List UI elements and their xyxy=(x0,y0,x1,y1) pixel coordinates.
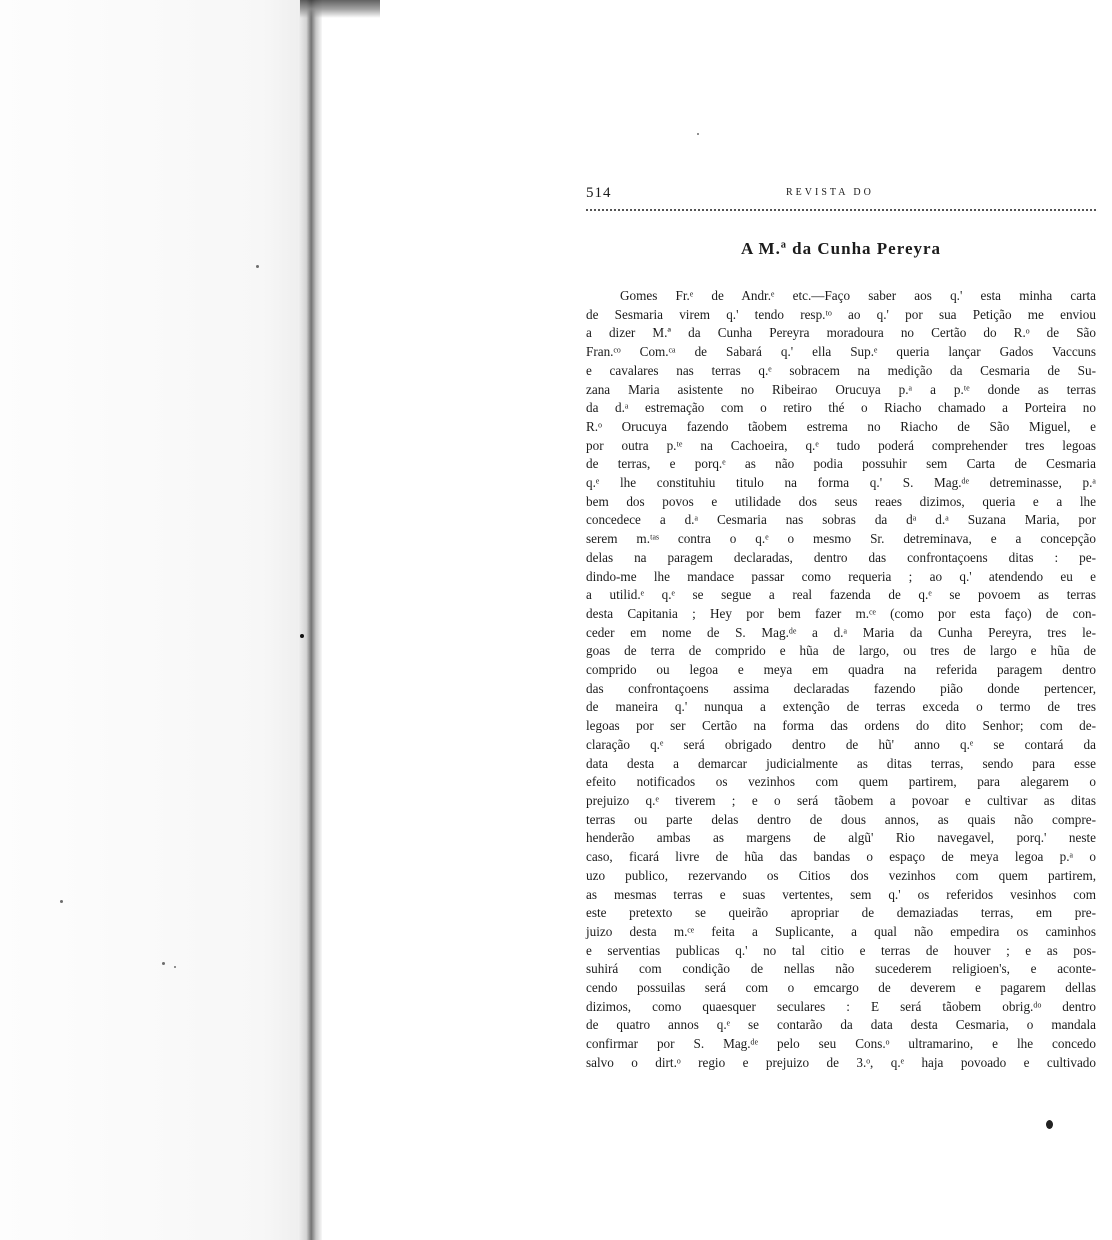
page-number: 514 xyxy=(586,185,612,201)
text-line: a utilid.ᵉ q.ᵉ se segue a real fazenda de q.ᵉ se povoem as terras xyxy=(586,587,1096,603)
text-line: zana Maria asistente no Ribeirao Orucuya p.ᵃ a p.ᵗᵉ donde as terras xyxy=(586,381,1096,397)
scan-speck xyxy=(300,634,304,638)
gutter-shadow xyxy=(300,0,380,18)
text-line: data desta a demarcar judicialmente as ditas terras, sendo para esse xyxy=(586,755,1096,771)
book-gutter xyxy=(298,0,322,1240)
journal-title: REVISTA DO xyxy=(786,187,874,198)
text-line: de quatro annos q.ᵉ se contarão da data desta Cesmaria, o mandala xyxy=(586,1017,1096,1033)
text-line: confirmar por S. Mag.ᵈᵉ pelo seu Cons.ᵒ ultramarino, e lhe concedo xyxy=(586,1036,1096,1052)
text-line: das confrontaçoens assima declaradas fazendo pião donde pertencer, xyxy=(586,680,1096,696)
text-line: caso, ficará livre de hũa das bandas o espaço de meya legoa p.ᵃ o xyxy=(586,849,1096,865)
scan-speck xyxy=(697,133,699,135)
running-head xyxy=(586,185,1096,211)
ink-dot xyxy=(1046,1120,1053,1129)
text-line: as mesmas terras e suas vertentes, sem q.' os referidos vesinhos com xyxy=(586,886,1096,902)
text-line: cendo possuilas será com o emcargo de deverem e pagarem dellas xyxy=(586,980,1096,996)
text-line: Fran.ᶜᵒ Com.ᶜᵃ de Sabará q.' ella Sup.ᵉ queria lançar Gados Vaccuns xyxy=(586,344,1096,360)
text-line: henderão ambas as margens de algũ' Rio navegavel, porq.' neste xyxy=(586,830,1096,846)
text-line: q.ᵉ lhe constituhiu titulo na forma q.' S. Mag.ᵈᵉ detreminasse, p.ᵃ xyxy=(586,475,1096,491)
article-title: A M.ª da Cunha Pereyra xyxy=(740,239,942,258)
text-line: de maneira q.' nunqua a extenção de terras exceda o termo de tres xyxy=(586,699,1096,715)
article-body xyxy=(586,287,1096,1073)
text-line: goas de terra de comprido e hũa de largo, ou tres de largo e hũa de xyxy=(586,643,1096,659)
text-line: terras ou parte delas dentro de dous annos, as quais não compre- xyxy=(586,811,1096,827)
scan-speck xyxy=(174,966,176,968)
text-line: por outra p.ᵗᵉ na Cachoeira, q.ᵉ tudo poderá comprehender tres legoas xyxy=(586,437,1096,453)
text-page xyxy=(586,185,1096,1073)
scan-speck xyxy=(60,900,63,903)
text-line: dindo-me lhe mandace passar como requeria ; ao q.' atendendo eu e xyxy=(586,568,1096,584)
text-line: concedece a d.ᵃ Cesmaria nas sobras da dᵃ d.ᵃ Suzana Maria, por xyxy=(586,512,1096,528)
text-line: a dizer M.ª da Cunha Pereyra moradoura no Certão do R.ᵒ de São xyxy=(586,325,1096,341)
text-line: bem dos povos e utilidade dos seus reaes dizimos, queria e a lhe xyxy=(586,493,1096,509)
text-line: legoas por ser Certão na forma das ordens do dito Senhor; com de- xyxy=(586,718,1096,734)
text-line: uzo publico, rezervando os Citios dos vezinhos com quem partirem, xyxy=(586,867,1096,883)
text-line: de Sesmaria virem q.' tendo resp.ᵗᵒ ao q.' por sua Petição me enviou xyxy=(586,306,1096,322)
scan-speck xyxy=(162,962,165,965)
text-line: desta Capitania ; Hey por bem fazer m.ᶜᵉ (como por esta faço) de con- xyxy=(586,605,1096,621)
blank-facing-page xyxy=(0,0,310,1240)
text-line: e cavalares nas terras q.ᵉ sobracem na medição da Cesmaria de Su- xyxy=(586,362,1096,378)
text-line: de terras, e porq.ᵉ as não podia possuhir sem Carta de Cesmaria xyxy=(586,456,1096,472)
scan-speck xyxy=(256,265,259,268)
text-line: da d.ᵃ estremação com o retiro thé o Riacho chamado a Porteira no xyxy=(586,400,1096,416)
text-line: comprido ou legoa e meya em quadra na referida paragem dentro xyxy=(586,662,1096,678)
text-line: claração q.ᵉ será obrigado dentro de hũ' anno q.ᵉ se contará da xyxy=(586,736,1096,752)
text-line: ceder em nome de S. Mag.ᵈᵉ a d.ᵃ Maria da Cunha Pereyra, tres le- xyxy=(586,624,1096,640)
text-line: R.ᵒ Orucuya fazendo tãobem estrema no Riacho de São Miguel, e xyxy=(586,418,1096,434)
text-line: efeito notificados os vezinhos com quem partirem, para alegarem o xyxy=(586,774,1096,790)
text-line: suhirá com condição de nellas não sucederem religioen's, e aconte- xyxy=(586,961,1096,977)
text-line: prejuizo q.ᵉ tiverem ; e o será tãobem a povoar e cultivar as ditas xyxy=(586,792,1096,808)
text-line: e serventias publicas q.' no tal citio e terras de houver ; e as pos- xyxy=(586,942,1096,958)
text-line: delas na paragem declaradas, dentro das confrontaçoens ditas : pe- xyxy=(586,549,1096,565)
text-line: Gomes Fr.ᵉ de Andr.ᵉ etc.—Faço saber aos q.' esta minha carta xyxy=(620,288,1096,303)
text-line: este pretexto se queirão apropriar de demaziadas terras, em pre- xyxy=(586,905,1096,921)
text-line: juizo desta m.ᶜᵉ feita a Suplicante, a qual não empedira os caminhos xyxy=(586,923,1096,939)
text-line: dizimos, como quaesquer seculares : E será tãobem obrig.ᵈᵒ dentro xyxy=(586,998,1096,1014)
text-line: salvo o dirt.ᵒ regio e prejuizo de 3.ᵒ, q.ᵉ haja povoado e cultivado xyxy=(586,1054,1096,1070)
text-line: serem m.ᵗᵃˢ contra o q.ᵉ o mesmo Sr. detreminava, e a concepção xyxy=(586,531,1096,547)
